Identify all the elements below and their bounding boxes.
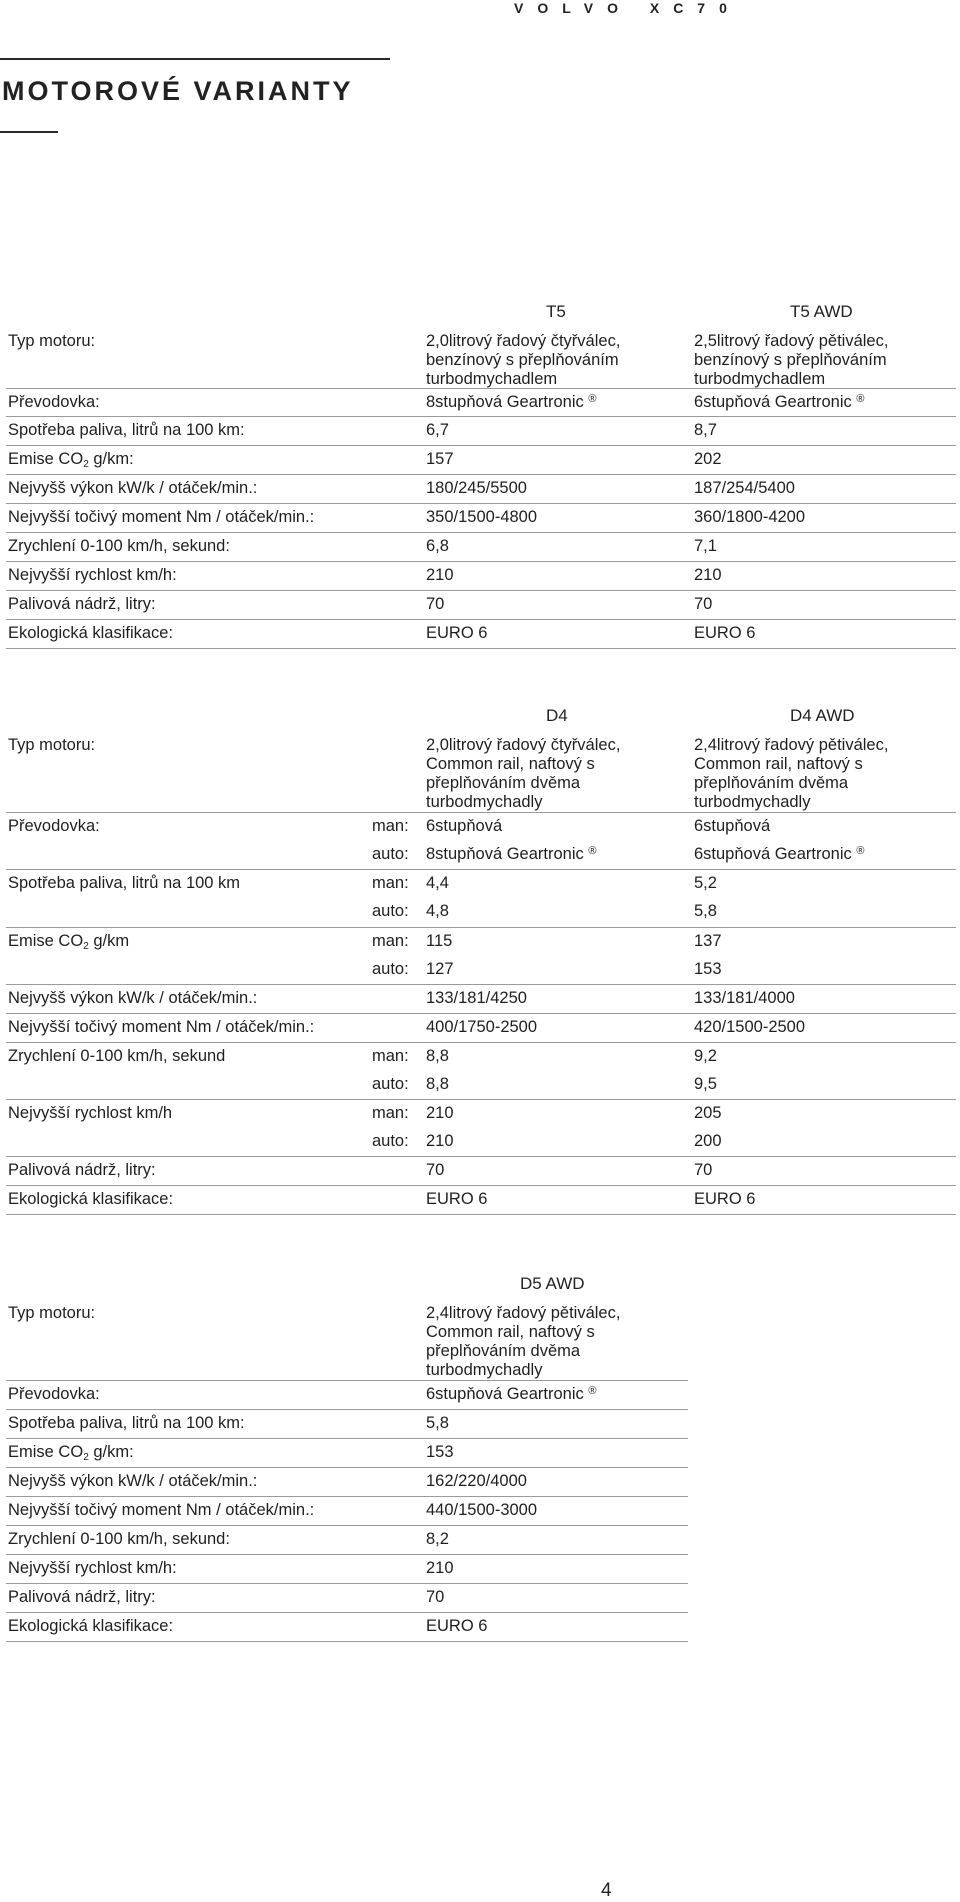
cell-value: 200 [694,1132,722,1150]
table-row-engine [6,732,956,812]
title-underline [0,131,58,133]
cell-value: 2,0litrový řadový čtyřválec, benzínový s přeplňováním turbodmychadlem [426,332,621,388]
row-label: Spotřeba paliva, litrů na 100 km: [8,421,245,439]
table-row-consumption [6,416,956,445]
row-label: Nejvyšš výkon kW/k / otáček/min.: [8,989,258,1007]
cell-value: 137 [694,932,722,950]
cell-value: 9,5 [694,1075,717,1093]
cell-value: 2,5litrový řadový pětiválec, benzínový s přeplňováním turbodmychadlem [694,332,889,388]
row-label: Emise $CO_2$ g/km [8,932,130,952]
table-row-consumption [6,869,956,927]
cell-value: 5,8 [694,902,717,920]
cell-value: 8,8 [426,1047,449,1065]
cell-value: 162/220/4000 [426,1472,527,1490]
mode-label-man: man: [372,817,409,835]
cell-value: 70 [694,595,713,613]
cell-value: 210 [426,1104,454,1122]
table-header [6,296,956,328]
cell-value: 8stupňová Geartronic ® [426,845,597,863]
table-row-eco [6,619,956,649]
row-label: Nejvyšší rychlost km/h: [8,1559,177,1577]
table-row-consumption [6,1409,688,1438]
row-label: Nejvyšší točivý moment Nm / otáček/min.: [8,1501,315,1519]
cell-value: 2,0litrový řadový čtyřválec, Common rail, naftový s přeplňováním dvěma turbodmychadly [426,736,621,811]
table-row-emission [6,927,956,984]
cell-value: 70 [426,1588,445,1606]
table-row-acceleration [6,532,956,561]
cell-value: 8stupňová Geartronic ® [426,393,597,411]
cell-value: 157 [426,450,454,468]
row-label: Palivová nádrž, litry: [8,595,156,613]
table-row-torque [6,503,956,532]
brand-title: VOLVO XC70 [514,0,741,16]
table-row-eco [6,1612,688,1642]
row-label: Nejvyšší točivý moment Nm / otáček/min.: [8,1018,315,1036]
cell-value: 180/245/5500 [426,479,527,497]
table-row-tank [6,1583,688,1612]
column-header-d5-awd: D5 AWD [520,1274,585,1293]
row-label: Převodovka: [8,817,100,835]
cell-value: 187/254/5400 [694,479,795,497]
table-row-emission [6,445,956,474]
table-row-eco [6,1185,956,1215]
row-label: Typ motoru: [8,736,96,754]
mode-label-man: man: [372,1104,409,1122]
cell-value: 115 [426,932,453,950]
column-header-d4-awd: D4 AWD [790,706,855,725]
cell-value: EURO 6 [694,624,756,642]
row-label: Nejvyšš výkon kW/k / otáček/min.: [8,1472,258,1490]
mode-label-auto: auto: [372,960,409,978]
cell-value: 133/181/4250 [426,989,527,1007]
mode-label-auto: auto: [372,1132,409,1150]
cell-value: 8,8 [426,1075,449,1093]
table-row-top-speed [6,561,956,590]
cell-value: 133/181/4000 [694,989,795,1007]
row-label: Palivová nádrž, litry: [8,1588,156,1606]
petrol-spec-table [6,296,956,649]
mode-label-auto: auto: [372,1075,409,1093]
row-label: Typ motoru: [8,332,96,350]
table-row-emission [6,1438,688,1467]
column-header-d4: D4 [546,706,568,725]
row-label: Ekologická klasifikace: [8,624,174,642]
table-row-gearbox [6,812,956,869]
column-header-t5-awd: T5 AWD [790,302,853,321]
table-row-torque [6,1013,956,1042]
page-title: MOTOROVÉ VARIANTY [2,76,354,106]
table-row-gearbox [6,388,956,416]
mode-label-man: man: [372,1047,409,1065]
row-label: Zrychlení 0-100 km/h, sekund [8,1047,226,1065]
row-label: Ekologická klasifikace: [8,1190,174,1208]
page-number: 4 [601,1880,612,1901]
table-row-power [6,474,956,503]
row-label: Palivová nádrž, litry: [8,1161,156,1179]
table-header [6,700,956,732]
table-row-top-speed [6,1554,688,1583]
table-row-acceleration [6,1042,956,1099]
table-row-tank [6,1156,956,1185]
row-label: Nejvyšš výkon kW/k / otáček/min.: [8,479,258,497]
table-row-gearbox [6,1380,688,1409]
cell-value: 400/1750-2500 [426,1018,538,1036]
cell-value: 6stupňová [694,817,771,835]
cell-value: 2,4litrový řadový pětiválec, Common rail, naftový s přeplňováním dvěma turbodmychadly [426,1304,621,1379]
cell-value: 2,4litrový řadový pětiválec, Common rail, naftový s přeplňováním dvěma turbodmychadly [694,736,889,811]
mode-label-man: man: [372,932,409,950]
cell-value: 9,2 [694,1047,717,1065]
cell-value: 7,1 [694,537,717,555]
cell-value: 127 [426,960,454,978]
row-label: Nejvyšší rychlost km/h: [8,566,177,584]
cell-value: 153 [694,960,722,978]
table-row-tank [6,590,956,619]
table-row-engine [6,328,956,388]
diesel-spec-table [6,700,956,1215]
cell-value: EURO 6 [426,1617,488,1635]
cell-value: 8,2 [426,1530,449,1548]
cell-value: 420/1500-2500 [694,1018,806,1036]
cell-value: 4,4 [426,874,449,892]
cell-value: 360/1800-4200 [694,508,806,526]
cell-value: 210 [694,566,722,584]
d5-spec-table [6,1268,688,1642]
cell-value: 440/1500-3000 [426,1501,538,1519]
table-row-power [6,984,956,1013]
table-row-top-speed [6,1099,956,1156]
cell-value: 6,7 [426,421,449,439]
cell-value: 6stupňová Geartronic ® [426,1385,597,1403]
column-header-t5: T5 [546,302,566,321]
cell-value: EURO 6 [694,1190,756,1208]
cell-value: 153 [426,1443,454,1461]
cell-value: 5,8 [426,1414,449,1432]
row-label: Převodovka: [8,393,100,411]
cell-value: 350/1500-4800 [426,508,538,526]
cell-value: 70 [694,1161,713,1179]
cell-value: 6stupňová [426,817,503,835]
cell-value: 5,2 [694,874,717,892]
cell-value: EURO 6 [426,1190,488,1208]
cell-value: 6,8 [426,537,449,555]
table-row-power [6,1467,688,1496]
cell-value: 210 [426,566,454,584]
table-row-torque [6,1496,688,1525]
mode-label-auto: auto: [372,902,409,920]
mode-label-man: man: [372,874,409,892]
row-label: Převodovka: [8,1385,100,1403]
table-row-acceleration [6,1525,688,1554]
cell-value: 4,8 [426,902,449,920]
row-label: Emise $CO_2$ g/km: [8,1443,134,1463]
cell-value: EURO 6 [426,624,488,642]
mode-label-auto: auto: [372,845,409,863]
row-label: Zrychlení 0-100 km/h, sekund: [8,537,230,555]
row-label: Emise $CO_2$ g/km: [8,450,134,470]
row-label: Zrychlení 0-100 km/h, sekund: [8,1530,230,1548]
cell-value: 6stupňová Geartronic ® [694,393,865,411]
table-header [6,1268,688,1300]
row-label: Spotřeba paliva, litrů na 100 km: [8,1414,245,1432]
cell-value: 210 [426,1132,454,1150]
cell-value: 205 [694,1104,722,1122]
row-label: Ekologická klasifikace: [8,1617,174,1635]
row-label: Spotřeba paliva, litrů na 100 km [8,874,241,892]
row-label: Nejvyšší točivý moment Nm / otáček/min.: [8,508,315,526]
row-label: Nejvyšší rychlost km/h [8,1104,173,1122]
cell-value: 6stupňová Geartronic ® [694,845,865,863]
cell-value: 202 [694,450,722,468]
table-row-engine [6,1300,688,1380]
row-label: Typ motoru: [8,1304,96,1322]
cell-value: 70 [426,595,445,613]
top-divider [0,58,390,60]
cell-value: 210 [426,1559,454,1577]
cell-value: 8,7 [694,421,717,439]
cell-value: 70 [426,1161,445,1179]
